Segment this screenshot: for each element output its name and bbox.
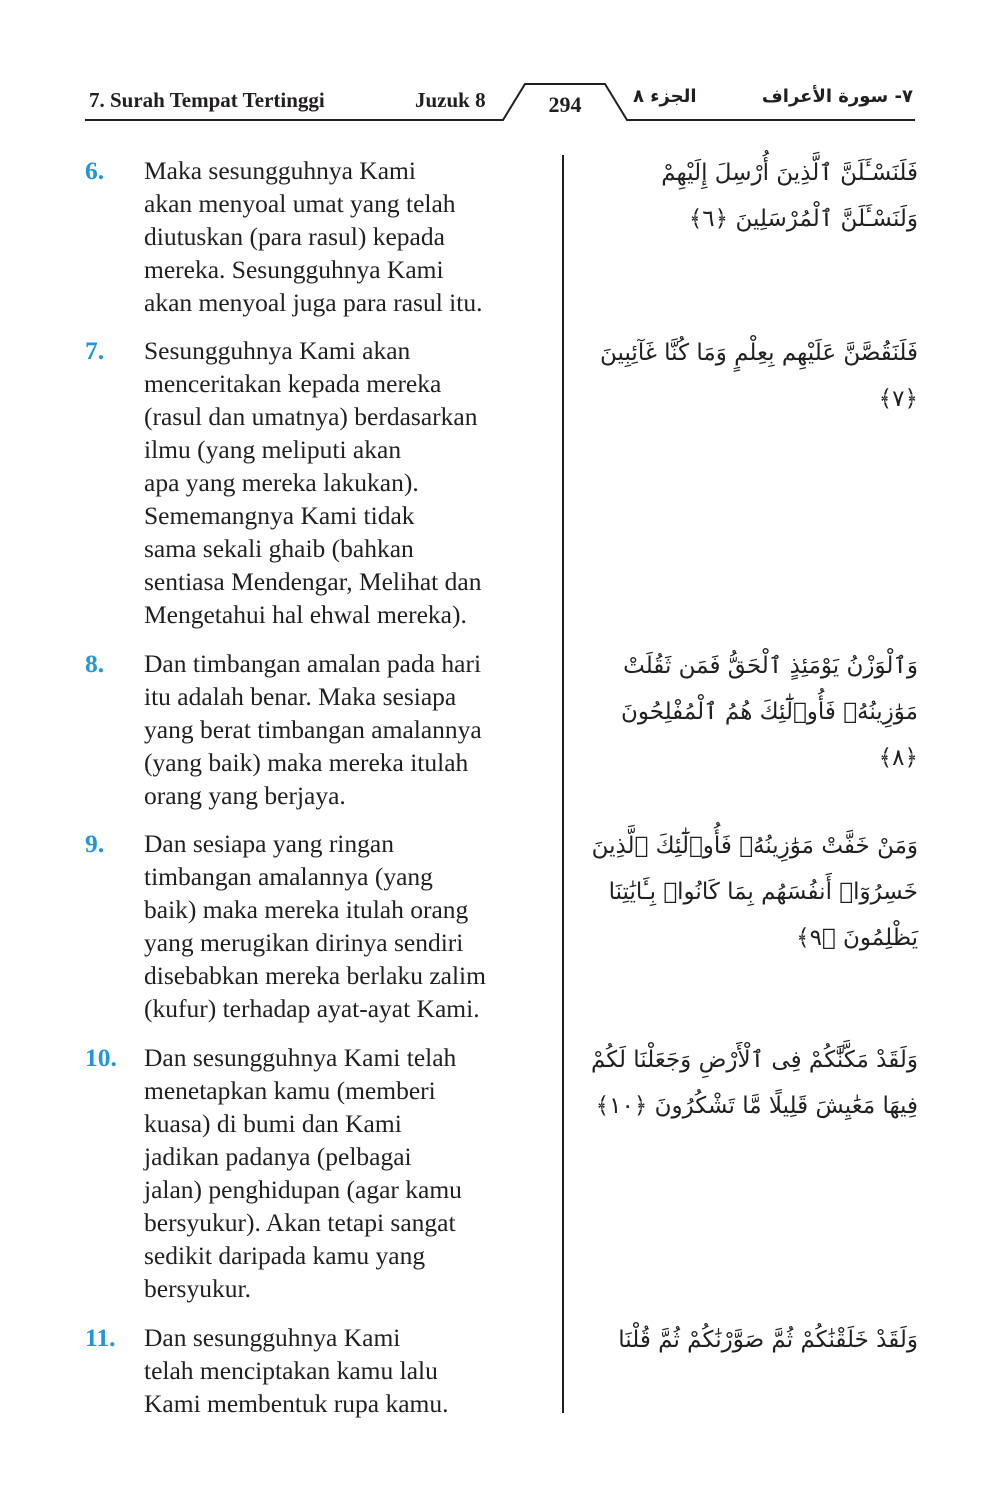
translation-line: jalan) penghidupan (agar kamu xyxy=(144,1175,462,1204)
verse-number: 10. xyxy=(85,1043,117,1072)
translation-line: menetapkan kamu (memberi xyxy=(144,1076,436,1105)
translation-line: apa yang mereka lakukan). xyxy=(144,468,419,497)
translation-line: (kufur) terhadap ayat-ayat Kami. xyxy=(144,994,480,1023)
juz-label-arabic: الجزء ٨ xyxy=(633,86,697,107)
verse-arabic: وَمَنْ خَفَّتْ مَوَٰزِينُهُۥ فَأُو۟لَٰٓئِكَ ٱلَّذِينَ خَسِرُوٓا۟ أَنفُسَهُم بِمَا كَانُوا۟ بِـَٔايَٰتِنَا يَظْلِمُونَ ﴿٩﴾ xyxy=(591,833,918,951)
translation-line: Dan timbangan amalan pada hari xyxy=(144,649,482,678)
translation-line: (yang baik) maka mereka itulah xyxy=(144,748,469,777)
translation-line: yang berat timbangan amalannya xyxy=(144,715,482,744)
verse-arabic: فَلَنَقُصَّنَّ عَلَيْهِم بِعِلْمٍ وَمَا كُنَّا غَآئِبِينَ ﴿٧﴾ xyxy=(600,340,918,412)
juzuk-label: Juzuk 8 xyxy=(415,88,486,112)
translation-line: kuasa) di bumi dan Kami xyxy=(144,1109,402,1138)
translation-line: Dan sesungguhnya Kami telah xyxy=(144,1043,457,1072)
column-divider xyxy=(562,155,564,1413)
surah-title-arabic: ٧- سورة الأعراف xyxy=(761,86,913,107)
verse-number: 11. xyxy=(85,1323,116,1352)
verse-translation xyxy=(144,647,554,812)
translation-line: baik) maka mereka itulah orang xyxy=(144,895,469,924)
surah-title-latin: 7. Surah Tempat Tertinggi xyxy=(89,88,325,112)
translation-line: Dan sesungguhnya Kami xyxy=(144,1323,401,1352)
translation-line: telah menciptakan kamu lalu xyxy=(144,1356,438,1385)
translation-line: akan menyoal umat yang telah xyxy=(144,189,456,218)
translation-line: itu adalah benar. Maka sesiapa xyxy=(144,682,457,711)
translation-line: disebabkan mereka berlaku zalim xyxy=(144,961,486,990)
translation-line: mereka. Sesungguhnya Kami xyxy=(144,255,444,284)
translation-line: menceritakan kepada mereka xyxy=(144,369,442,398)
verse-translation xyxy=(144,1321,554,1420)
translation-line: bersyukur. xyxy=(144,1274,251,1303)
verse-number: 9. xyxy=(85,829,105,858)
translation-line: Maka sesungguhnya Kami xyxy=(144,156,416,185)
translation-line: orang yang berjaya. xyxy=(144,781,346,810)
verse-arabic: وَٱلْوَزْنُ يَوْمَئِذٍ ٱلْحَقُّ فَمَن ثَقُلَتْ مَوَٰزِينُهُۥ فَأُو۟لَٰٓئِكَ هُمُ ٱلْمُفْلِحُونَ ﴿٨﴾ xyxy=(620,653,918,771)
verse-translation xyxy=(144,827,554,1025)
verse-number: 7. xyxy=(85,336,105,365)
translation-line: sama sekali ghaib (bahkan xyxy=(144,534,414,563)
translation-line: Kami membentuk rupa kamu. xyxy=(144,1389,449,1418)
translation-line: Sesungguhnya Kami akan xyxy=(144,336,411,365)
verse-translation xyxy=(144,1041,554,1305)
translation-line: Sememangnya Kami tidak xyxy=(144,501,415,530)
translation-line: (rasul dan umatnya) berdasarkan xyxy=(144,402,478,431)
translation-line: jadikan padanya (pelbagai xyxy=(144,1142,412,1171)
translation-line: timbangan amalannya (yang xyxy=(144,862,433,891)
translation-line: diutuskan (para rasul) kepada xyxy=(144,222,445,251)
verse-translation xyxy=(144,334,554,631)
translation-line: akan menyoal juga para rasul itu. xyxy=(144,288,483,317)
translation-line: ilmu (yang meliputi akan xyxy=(144,435,402,464)
page-header xyxy=(85,80,915,140)
verse-translation xyxy=(144,154,554,319)
verse-number: 6. xyxy=(85,156,105,185)
verse-arabic: وَلَقَدْ مَكَّنَّٰكُمْ فِى ٱلْأَرْضِ وَجَعَلْنَا لَكُمْ فِيهَا مَعَٰيِشَ قَلِيلًا مَّا تَشْكُرُونَ ﴿١٠﴾ xyxy=(590,1047,918,1119)
translation-line: yang merugikan dirinya sendiri xyxy=(144,928,464,957)
translation-line: bersyukur). Akan tetapi sangat xyxy=(144,1208,456,1237)
verse-arabic: وَلَقَدْ خَلَقْنَٰكُمْ ثُمَّ صَوَّرْنَٰكُمْ ثُمَّ قُلْنَا xyxy=(618,1327,918,1353)
translation-line: sentiasa Mendengar, Melihat dan xyxy=(144,567,482,596)
page-number: 294 xyxy=(548,92,582,117)
translation-line: Dan sesiapa yang ringan xyxy=(144,829,394,858)
translation-line: Mengetahui hal ehwal mereka). xyxy=(144,600,467,629)
verse-number: 8. xyxy=(85,649,105,678)
verse-arabic: فَلَنَسْـَٔلَنَّ ٱلَّذِينَ أُرْسِلَ إِلَيْهِمْ وَلَنَسْـَٔلَنَّ ٱلْمُرْسَلِينَ ﴿٦﴾ xyxy=(661,160,918,232)
translation-line: sedikit daripada kamu yang xyxy=(144,1241,426,1270)
